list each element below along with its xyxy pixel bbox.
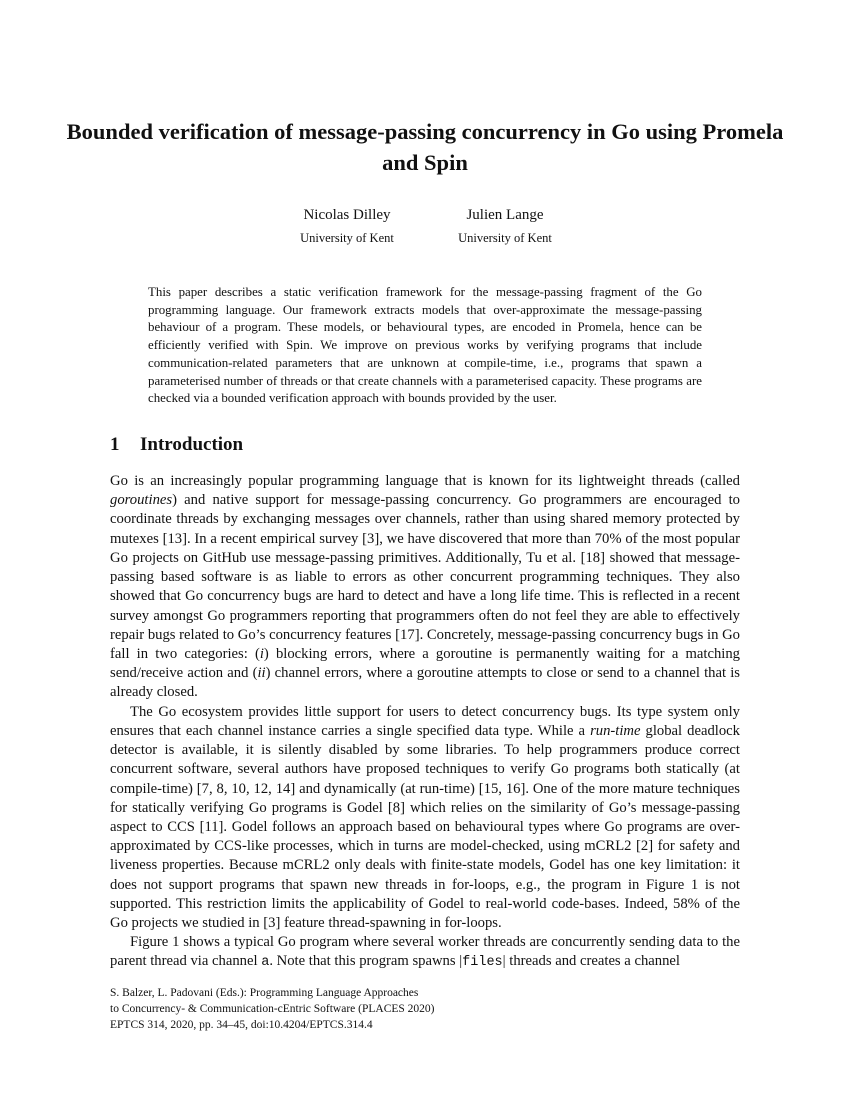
- text-run: ) blocking errors, where a goroutine is permanently waiting for a matching send/receive action and (: [110, 645, 740, 682]
- author-affiliation: University of Kent: [300, 231, 394, 245]
- text-run: Go is an increasingly popular programming language that is known for its lightweight threads (called: [110, 473, 740, 489]
- text-run: . Note that this program spawns |: [269, 953, 463, 970]
- text-run: ) channel errors, where a goroutine attempts to close or send to a channel that is already closed.: [110, 665, 740, 701]
- section-heading: [110, 432, 510, 458]
- author-block: [272, 205, 422, 247]
- publication-footnote: [110, 985, 740, 1033]
- emphasis: run-time: [590, 722, 641, 739]
- footnote-line: to Concurrency- & Communication-cEntric Software (PLACES 2020): [110, 1003, 435, 1015]
- paper-title: Bounded verification of message-passing concurrency in Go using Promela and Spin: [66, 119, 784, 175]
- introduction-body: [110, 472, 740, 973]
- abstract: This paper describes a static verification framework for the message-passing fragment of the Go programming language. Our framework extracts models that over-approximate the message-passing behaviour of a program. These models, or behavioural types, are encoded in Promela, hence can be efficiently verified with Spin. We improve on previous works by verifying programs that include communication-related parameters that are unknown at compile-time, i.e., programs that spawn a parameterised number of threads or that create channels with a parameterised capacity. These programs are checked via a bounded verification approach with bounds provided by the user.: [148, 285, 702, 406]
- author-block: [430, 205, 580, 247]
- text-run: | threads and creates a channel: [502, 953, 680, 970]
- emphasis: i: [259, 645, 264, 662]
- section-title: Introduction: [140, 434, 244, 455]
- footnote-line: S. Balzer, L. Padovani (Eds.): Programming Language Approaches: [110, 987, 419, 999]
- section-number: 1: [110, 434, 120, 455]
- text-run: Figure 1 shows a typical Go program where several worker threads are concurrently sending data to the parent thread via channel: [110, 934, 740, 970]
- author-name: Julien Lange: [466, 207, 544, 223]
- emphasis: goroutines: [110, 492, 173, 509]
- emphasis: ii: [257, 665, 266, 682]
- paragraph: [110, 933, 740, 972]
- text-run: The Go ecosystem provides little support for users to detect concurrency bugs. Its type system only ensures that each channel instance carries a single specified data type. While a: [110, 703, 740, 739]
- text-run: ) and native support for message-passing concurrency. Go programmers are encouraged to coordinate threads by exchanging messages over channels, rather than using shared memory protected by mutexes [13]. In a recent empirical survey [3], we have discovered that more than 70% of the most popular Go projects on GitHub use message-passing primitives. Additionally, Tu et al. [18] showed that message-passing based software is as liable to errors as other concurrent programming techniques. They also showed that Go concurrency bugs are hard to detect and have a long life time. This is reflected in a recent survey amongst Go programmers reporting that programmers often do not feel they are able to effectively repair bugs related to Go’s concurrency features [17]. Concretely, message-passing concurrency bugs in Go fall in two categories: (: [110, 492, 740, 662]
- paragraph: [110, 472, 740, 703]
- author-affiliation: University of Kent: [458, 231, 552, 245]
- code-literal: a: [261, 955, 270, 971]
- code-literal: files: [462, 955, 503, 971]
- paragraph: [110, 703, 740, 934]
- author-name: Nicolas Dilley: [303, 207, 391, 223]
- text-run: global deadlock detector is available, it is silently disabled by some libraries. To help programmers produce correct concurrent software, several authors have proposed techniques to verify Go programs both statically (at compile-time) [7, 8, 10, 12, 14] and dynamically (at run-time) [15, 16]. One of the more mature techniques for statically verifying Go programs is Godel [8] which relies on the similarity of Go’s message-passing aspect to CCS [11]. Godel follows an approach based on behavioural types where Go programs are over-approximated by CCS-like processes, which in turns are model-checked, using mCRL2 [2] for safety and liveness properties. Because mCRL2 only deals with finite-state models, Godel has one key limitation: it does not support programs that spawn new threads in for-loops, e.g., the program in Figure 1 is not supported. This restriction limits the applicability of Godel to real-world code-bases. Indeed, 58% of the Go projects we studied in [3] feature thread-spawning in for-loops.: [110, 722, 740, 932]
- footnote-line: EPTCS 314, 2020, pp. 34–45, doi:10.4204/EPTCS.314.4: [110, 1019, 373, 1031]
